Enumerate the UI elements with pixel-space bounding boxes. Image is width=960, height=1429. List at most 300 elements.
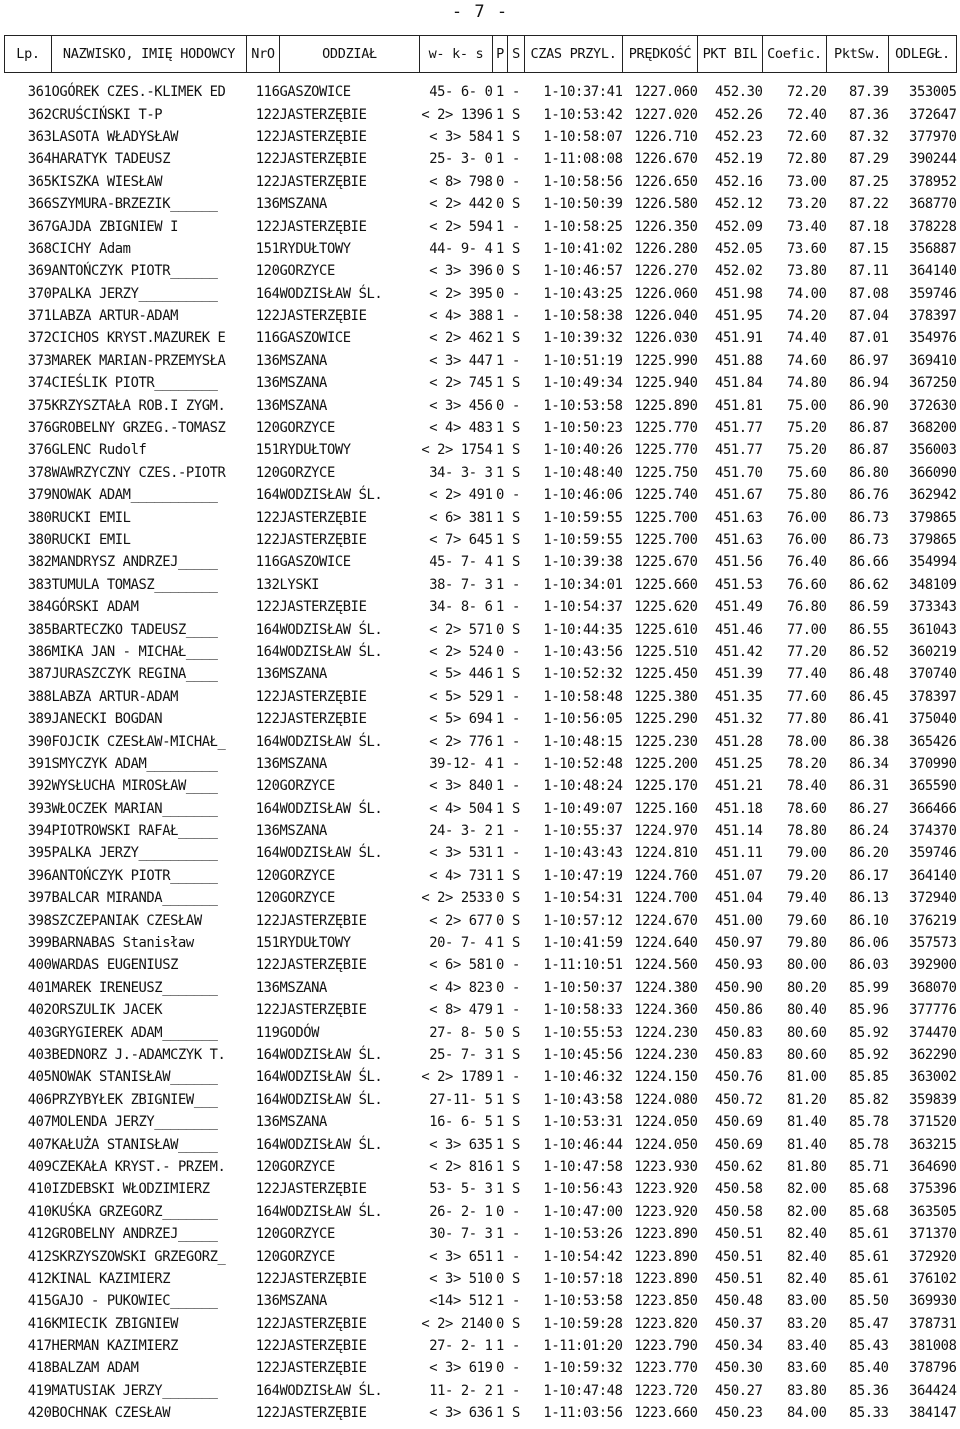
cell-coefic: 76.60 [786, 576, 827, 593]
cell-speed: 1223.790 [634, 1338, 698, 1355]
cell-branch: JASTERZĘBIE [279, 128, 367, 145]
cell-name: MAREK IRENEUSZ_______ [51, 979, 218, 996]
cell-pkt-bil: 450.97 [715, 935, 763, 952]
cell-pkt-bil: 452.09 [715, 218, 763, 235]
cell-s: S [512, 1315, 520, 1332]
cell-lp: 373 [27, 352, 52, 369]
cell-pkt-bil: 451.11 [715, 845, 763, 862]
cell-speed: 1225.700 [634, 532, 698, 548]
cell-p: 0 [496, 1024, 504, 1041]
table-row [5, 260, 957, 282]
cell-p: 1 [496, 106, 504, 123]
cell-arrival-time: 1-11:03:56 [543, 1405, 623, 1422]
cell-name: BALZAM ADAM [51, 1360, 139, 1377]
cell-distance: 379865 [909, 509, 957, 526]
cell-branch: GASZOWICE [279, 330, 351, 347]
cell-branch: JASTERZĘBIE [279, 599, 367, 616]
cell-s: S [512, 330, 520, 347]
cell-distance: 363215 [909, 1136, 957, 1153]
cell-name: MATUSIAK JERZY_______ [51, 1382, 218, 1399]
cell-arrival-time: 1-10:47:48 [543, 1382, 623, 1399]
cell-lp: 386 [27, 643, 52, 660]
cell-distance: 370990 [909, 755, 957, 772]
cell-name: GAJDA ZBIGNIEW I [51, 218, 179, 235]
cell-speed: 1225.450 [634, 666, 698, 683]
cell-speed: 1223.660 [634, 1405, 698, 1422]
cell-branch: JASTERZĘBIE [279, 711, 367, 728]
cell-coefic: 73.20 [786, 196, 827, 213]
cell-pktsw: 85.68 [848, 1181, 889, 1198]
cell-coefic: 82.00 [786, 1181, 827, 1198]
cell-nro: 120 [255, 1226, 280, 1243]
cell-pkt-bil: 451.77 [715, 442, 763, 459]
cell-lp: 363 [27, 128, 52, 145]
cell-arrival-time: 1-10:53:42 [543, 106, 623, 123]
cell-lp: 371 [27, 308, 52, 325]
cell-branch: RYDUŁTOWY [279, 442, 351, 459]
cell-nro: 122 [255, 106, 280, 123]
cell-wks: < 2> 1754 [421, 442, 493, 459]
cell-coefic: 80.00 [786, 957, 827, 974]
cell-pkt-bil: 451.91 [715, 330, 763, 347]
cell-pktsw: 85.61 [848, 1226, 889, 1243]
cell-nro: 136 [255, 397, 280, 414]
cell-s: S [512, 532, 520, 548]
cell-nro: 164 [255, 621, 280, 638]
cell-pktsw: 86.73 [848, 509, 889, 526]
cell-distance: 353005 [909, 84, 957, 101]
cell-speed: 1223.720 [634, 1382, 698, 1399]
cell-pkt-bil: 450.23 [715, 1405, 763, 1422]
cell-pkt-bil: 451.00 [715, 912, 763, 929]
cell-wks: < 7> 645 [429, 532, 493, 548]
cell-s: - [512, 1360, 520, 1377]
cell-nro: 120 [255, 1158, 280, 1175]
cell-lp: 412 [27, 1226, 52, 1243]
table-row [5, 551, 957, 573]
cell-distance: 376102 [909, 1270, 957, 1287]
cell-distance: 361043 [909, 621, 957, 638]
cell-branch: GORZYCE [279, 778, 335, 795]
cell-speed: 1224.810 [634, 845, 698, 862]
cell-speed: 1225.770 [634, 420, 698, 437]
page-number: - 7 - [451, 2, 509, 22]
cell-speed: 1223.890 [634, 1270, 698, 1287]
cell-distance: 359746 [909, 285, 957, 302]
cell-name: SKRZYSZOWSKI GRZEGORZ_ [51, 1248, 226, 1265]
cell-pkt-bil: 450.48 [715, 1293, 763, 1310]
cell-p: 0 [496, 890, 504, 907]
cell-lp: 370 [27, 285, 52, 302]
cell-nro: 164 [255, 285, 280, 302]
cell-s: S [512, 106, 520, 123]
cell-coefic: 81.20 [786, 1091, 827, 1108]
cell-distance: 371370 [909, 1226, 957, 1243]
cell-pkt-bil: 450.72 [715, 1091, 763, 1108]
cell-name: IZDEBSKI WŁODZIMIERZ [51, 1181, 210, 1198]
table-row [5, 1357, 957, 1379]
cell-arrival-time: 1-10:34:01 [543, 576, 623, 593]
cell-arrival-time: 1-10:58:07 [543, 128, 623, 145]
cell-lp: 401 [27, 979, 52, 996]
cell-speed: 1225.230 [634, 733, 698, 750]
cell-pkt-bil: 451.81 [715, 397, 763, 414]
cell-nro: 164 [255, 1046, 280, 1063]
table-row [5, 730, 957, 752]
cell-nro: 136 [255, 1293, 280, 1310]
table-row [5, 1245, 957, 1267]
cell-distance: 378796 [909, 1360, 957, 1377]
cell-pktsw: 85.82 [848, 1091, 889, 1108]
cell-distance: 378228 [909, 218, 957, 235]
cell-branch: JASTERZĘBIE [279, 151, 367, 168]
cell-wks: < 6> 581 [429, 957, 493, 974]
cell-name: ANTOŃCZYK PIOTR______ [51, 867, 218, 884]
cell-pkt-bil: 451.42 [715, 643, 763, 660]
cell-p: 1 [496, 688, 504, 705]
cell-distance: 368070 [909, 979, 957, 996]
cell-p: 1 [496, 867, 504, 884]
cell-s: S [512, 240, 520, 257]
cell-nro: 122 [255, 151, 280, 168]
header-name: NAZWISKO, IMIĘ HODOWCY [52, 36, 247, 73]
cell-speed: 1223.930 [634, 1158, 698, 1175]
cell-name: GAJO - PUKOWIEC______ [51, 1293, 218, 1310]
cell-coefic: 83.40 [786, 1338, 827, 1355]
cell-p: 0 [496, 957, 504, 974]
cell-pktsw: 85.61 [848, 1248, 889, 1265]
cell-arrival-time: 1-10:54:37 [543, 599, 623, 616]
table-row [5, 1066, 957, 1088]
cell-nro: 164 [255, 1136, 280, 1153]
cell-arrival-time: 1-10:55:37 [543, 823, 623, 840]
cell-p: 1 [496, 1181, 504, 1198]
cell-pktsw: 87.22 [848, 196, 889, 213]
cell-branch: WODZISŁAW ŚL. [279, 621, 383, 638]
cell-coefic: 79.80 [786, 935, 827, 952]
cell-speed: 1223.890 [634, 1226, 698, 1243]
cell-distance: 356003 [909, 442, 957, 459]
cell-p: 1 [496, 1002, 504, 1019]
cell-nro: 120 [255, 1248, 280, 1265]
cell-nro: 116 [255, 330, 280, 347]
table-row [5, 171, 957, 193]
cell-speed: 1225.200 [634, 755, 698, 772]
cell-name: CRUŚCIŃSKI T-P [51, 106, 163, 123]
cell-name: MAREK MARIAN-PRZEMYSŁA [51, 352, 226, 369]
cell-s: S [512, 196, 520, 213]
header-pktsw: PktSw. [827, 36, 889, 73]
cell-name: WARDAS EUGENIUSZ [51, 957, 179, 974]
cell-s: - [512, 1002, 520, 1019]
cell-nro: 136 [255, 755, 280, 772]
cell-speed: 1225.170 [634, 778, 698, 795]
table-row [5, 1178, 957, 1200]
cell-pktsw: 85.36 [848, 1382, 889, 1399]
cell-pktsw: 86.27 [848, 800, 889, 817]
cell-arrival-time: 1-10:46:32 [543, 1069, 623, 1086]
cell-nro: 116 [255, 554, 280, 571]
cell-p: 0 [496, 1203, 504, 1220]
cell-lp: 393 [27, 800, 52, 817]
cell-coefic: 72.80 [786, 151, 827, 168]
cell-distance: 375040 [909, 711, 957, 728]
cell-lp: 365 [27, 173, 52, 190]
cell-coefic: 78.40 [786, 778, 827, 795]
cell-nro: 164 [255, 845, 280, 862]
cell-wks: < 2> 677 [429, 912, 493, 929]
cell-branch: MSZANA [279, 979, 327, 996]
cell-wks: < 4> 504 [429, 800, 493, 817]
cell-name: BOCHNAK CZESŁAW [51, 1405, 171, 1422]
cell-pktsw: 87.29 [848, 151, 889, 168]
cell-speed: 1224.360 [634, 1002, 698, 1019]
header-lp: Lp. [5, 36, 52, 73]
cell-distance: 374470 [909, 1024, 957, 1041]
table-row [5, 909, 957, 931]
cell-pktsw: 86.87 [848, 420, 889, 437]
cell-wks: 26- 2- 1 [429, 1203, 493, 1220]
cell-distance: 390244 [909, 151, 957, 168]
cell-pktsw: 85.71 [848, 1158, 889, 1175]
cell-coefic: 84.00 [786, 1405, 827, 1422]
cell-pkt-bil: 451.25 [715, 755, 763, 772]
cell-wks: < 3> 840 [429, 778, 493, 795]
cell-arrival-time: 1-10:58:56 [543, 173, 623, 190]
cell-p: 0 [496, 979, 504, 996]
cell-pktsw: 85.78 [848, 1114, 889, 1131]
cell-nro: 151 [255, 240, 280, 257]
cell-nro: 122 [255, 912, 280, 929]
cell-s: - [512, 979, 520, 996]
table-row [5, 193, 957, 215]
cell-pkt-bil: 451.88 [715, 352, 763, 369]
cell-name: PRZYBYŁEK ZBIGNIEW___ [51, 1091, 218, 1108]
cell-nro: 136 [255, 352, 280, 369]
cell-p: 1 [496, 151, 504, 168]
table-row [5, 574, 957, 596]
cell-speed: 1225.380 [634, 688, 698, 705]
cell-s: - [512, 957, 520, 974]
cell-distance: 378731 [909, 1315, 957, 1332]
cell-wks: 45- 7- 4 [429, 554, 493, 571]
cell-coefic: 80.60 [786, 1024, 827, 1041]
cell-distance: 369930 [909, 1293, 957, 1310]
cell-name: BARTECZKO TADEUSZ____ [51, 621, 218, 638]
cell-pktsw: 86.94 [848, 375, 889, 392]
cell-branch: JASTERZĘBIE [279, 1315, 367, 1332]
cell-wks: < 2> 462 [429, 330, 493, 347]
cell-wks: < 2> 1789 [421, 1069, 493, 1086]
cell-s: S [512, 420, 520, 437]
cell-speed: 1224.050 [634, 1136, 698, 1153]
cell-speed: 1226.350 [634, 218, 698, 235]
cell-name: KRZYSZTAŁA ROB.I ZYGM. [51, 397, 226, 414]
cell-nro: 164 [255, 1382, 280, 1399]
cell-lp: 380 [27, 509, 52, 526]
cell-nro: 122 [255, 957, 280, 974]
cell-lp: 367 [27, 218, 52, 235]
cell-wks: < 3> 584 [429, 128, 493, 145]
cell-arrival-time: 1-10:48:40 [543, 464, 623, 481]
cell-speed: 1226.280 [634, 240, 698, 257]
cell-coefic: 76.00 [786, 532, 827, 548]
cell-name: WŁOCZEK MARIAN_______ [51, 800, 218, 817]
cell-branch: MSZANA [279, 397, 327, 414]
cell-branch: GORZYCE [279, 420, 335, 437]
cell-branch: GORZYCE [279, 263, 335, 280]
cell-pktsw: 86.73 [848, 532, 889, 548]
cell-pkt-bil: 450.62 [715, 1158, 763, 1175]
cell-branch: GORZYCE [279, 867, 335, 884]
cell-coefic: 73.80 [786, 263, 827, 280]
cell-distance: 364140 [909, 263, 957, 280]
cell-branch: MSZANA [279, 823, 327, 840]
cell-branch: WODZISŁAW ŚL. [279, 733, 383, 750]
cell-pktsw: 85.68 [848, 1203, 889, 1220]
cell-distance: 372630 [909, 397, 957, 414]
cell-lp: 388 [27, 688, 52, 705]
cell-branch: GODÓW [279, 1024, 320, 1041]
cell-distance: 364690 [909, 1158, 957, 1175]
cell-pkt-bil: 450.30 [715, 1360, 763, 1377]
cell-pktsw: 85.85 [848, 1069, 889, 1086]
cell-p: 0 [496, 1315, 504, 1332]
cell-speed: 1225.750 [634, 464, 698, 481]
table-row [5, 103, 957, 125]
cell-speed: 1224.080 [634, 1091, 698, 1108]
cell-speed: 1225.160 [634, 800, 698, 817]
cell-pktsw: 86.59 [848, 599, 889, 616]
cell-speed: 1225.660 [634, 576, 698, 593]
cell-lp: 400 [27, 957, 52, 974]
cell-pkt-bil: 451.04 [715, 890, 763, 907]
cell-nro: 122 [255, 688, 280, 705]
cell-branch: WODZISŁAW ŚL. [279, 845, 383, 862]
cell-lp: 396 [27, 867, 52, 884]
cell-pktsw: 86.34 [848, 755, 889, 772]
cell-pkt-bil: 452.16 [715, 173, 763, 190]
cell-lp: 412 [27, 1248, 52, 1265]
cell-coefic: 79.00 [786, 845, 827, 862]
cell-branch: JASTERZĘBIE [279, 1405, 367, 1422]
cell-name: CIEŚLIK PIOTR________ [51, 375, 218, 392]
cell-pktsw: 85.33 [848, 1405, 889, 1422]
cell-arrival-time: 1-10:40:26 [543, 442, 623, 459]
cell-pktsw: 86.80 [848, 464, 889, 481]
cell-coefic: 76.40 [786, 554, 827, 571]
cell-arrival-time: 1-10:54:42 [543, 1248, 623, 1265]
cell-p: 1 [496, 1136, 504, 1153]
cell-wks: 27- 8- 5 [429, 1024, 493, 1041]
cell-wks: 44- 9- 4 [429, 240, 493, 257]
cell-nro: 164 [255, 487, 280, 504]
cell-p: 1 [496, 442, 504, 459]
cell-lp: 416 [27, 1315, 52, 1332]
cell-lp: 391 [27, 755, 52, 772]
cell-arrival-time: 1-10:53:58 [543, 397, 623, 414]
cell-lp: 369 [27, 263, 52, 280]
cell-pktsw: 86.20 [848, 845, 889, 862]
cell-wks: < 3> 447 [429, 352, 493, 369]
cell-s: S [512, 1136, 520, 1153]
cell-speed: 1224.560 [634, 957, 698, 974]
cell-lp: 390 [27, 733, 52, 750]
cell-pkt-bil: 451.53 [715, 576, 763, 593]
cell-pktsw: 86.31 [848, 778, 889, 795]
table-row [5, 283, 957, 305]
cell-speed: 1226.670 [634, 151, 698, 168]
cell-pkt-bil: 452.12 [715, 196, 763, 213]
cell-distance: 378952 [909, 173, 957, 190]
cell-pktsw: 86.87 [848, 442, 889, 459]
cell-speed: 1226.650 [634, 173, 698, 190]
cell-speed: 1225.610 [634, 621, 698, 638]
cell-speed: 1224.760 [634, 867, 698, 884]
cell-lp: 375 [27, 397, 52, 414]
cell-p: 1 [496, 1114, 504, 1131]
cell-p: 1 [496, 755, 504, 772]
cell-p: 1 [496, 1091, 504, 1108]
cell-speed: 1223.920 [634, 1181, 698, 1198]
cell-pkt-bil: 450.83 [715, 1046, 763, 1063]
cell-name: TUMULA TOMASZ________ [51, 576, 218, 593]
header-s: S [508, 36, 525, 73]
header-row [5, 36, 957, 73]
cell-s: S [512, 800, 520, 817]
table-row [5, 1402, 957, 1424]
cell-pktsw: 87.15 [848, 240, 889, 257]
cell-s: S [512, 1114, 520, 1131]
cell-coefic: 72.60 [786, 128, 827, 145]
cell-branch: MSZANA [279, 666, 327, 683]
cell-branch: JASTERZĘBIE [279, 173, 367, 190]
cell-p: 0 [496, 1270, 504, 1287]
cell-wks: < 5> 446 [429, 666, 493, 683]
cell-coefic: 79.20 [786, 867, 827, 884]
cell-arrival-time: 1-10:51:19 [543, 352, 623, 369]
cell-arrival-time: 1-10:43:43 [543, 845, 623, 862]
cell-wks: < 2> 1396 [421, 106, 493, 123]
cell-p: 1 [496, 599, 504, 616]
cell-wks: < 2> 745 [429, 375, 493, 392]
cell-p: 1 [496, 778, 504, 795]
cell-s: S [512, 935, 520, 952]
cell-coefic: 77.60 [786, 688, 827, 705]
cell-name: NOWAK STANISŁAW______ [51, 1069, 218, 1086]
cell-nro: 136 [255, 196, 280, 213]
cell-pkt-bil: 451.63 [715, 532, 763, 548]
cell-s: - [512, 711, 520, 728]
cell-speed: 1227.060 [634, 84, 698, 101]
cell-pkt-bil: 451.49 [715, 599, 763, 616]
cell-wks: < 2> 2140 [421, 1315, 493, 1332]
cell-wks: 53- 5- 3 [429, 1181, 493, 1198]
cell-pktsw: 85.92 [848, 1046, 889, 1063]
cell-arrival-time: 1-10:43:25 [543, 285, 623, 302]
cell-s: S [512, 263, 520, 280]
cell-lp: 380 [27, 532, 52, 548]
cell-wks: < 2> 776 [429, 733, 493, 750]
cell-pkt-bil: 451.46 [715, 621, 763, 638]
cell-s: - [512, 643, 520, 660]
cell-speed: 1225.700 [634, 509, 698, 526]
cell-speed: 1226.270 [634, 263, 698, 280]
header-wks: w- k- s [420, 36, 493, 73]
cell-distance: 367250 [909, 375, 957, 392]
cell-p: 1 [496, 1405, 504, 1422]
cell-coefic: 74.00 [786, 285, 827, 302]
